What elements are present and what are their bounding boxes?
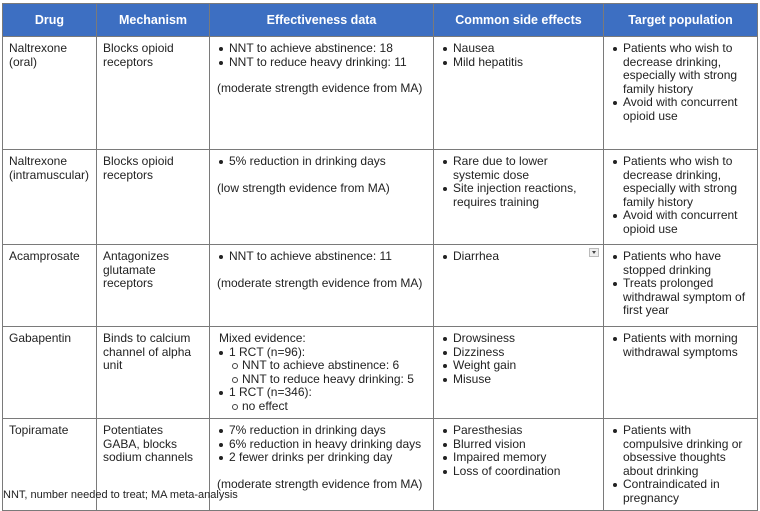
effectiveness-sublist [229, 359, 427, 386]
target-list [610, 332, 751, 359]
side-effect-item: Weight gain [453, 359, 597, 373]
drug-name-line: Naltrexone [9, 154, 68, 168]
cell-mechanism: Blocks opioid receptors [97, 150, 210, 245]
side-effects-list [440, 424, 597, 478]
effectiveness-subitem: no effect [242, 400, 427, 414]
evidence-note: (moderate strength evidence from MA) [217, 275, 423, 290]
drug-name-line: (oral) [9, 54, 38, 69]
cell-side-effects [434, 327, 604, 419]
effectiveness-item [229, 346, 427, 387]
side-effect-item: Diarrhea [453, 250, 597, 264]
target-item: Patients who wish to decrease drinking, especially with strong family history [623, 155, 751, 209]
side-effect-item: Loss of coordination [453, 465, 597, 479]
effectiveness-item [229, 386, 427, 413]
side-effects-list [440, 155, 597, 209]
side-effects-list [440, 42, 597, 69]
header-side-effects: Common side effects [434, 4, 604, 37]
side-effects-list [440, 250, 597, 264]
effectiveness-list [216, 346, 427, 414]
evidence-note: (low strength evidence from MA) [217, 180, 390, 195]
cell-side-effects [434, 419, 604, 511]
target-item: Avoid with concurrent opioid use [623, 96, 751, 123]
header-row [3, 4, 758, 37]
cell-effectiveness [210, 245, 434, 327]
cell-mechanism: Binds to calcium channel of alpha unit [97, 327, 210, 419]
cell-target-population [604, 419, 758, 511]
effectiveness-item: NNT to achieve abstinence: 11 [229, 250, 427, 264]
drug-name-line: Naltrexone [9, 41, 68, 55]
effectiveness-item: NNT to reduce heavy drinking: 11 [229, 56, 427, 70]
target-list [610, 250, 751, 318]
target-item: Treats prolonged withdrawal symptom of first year [623, 277, 751, 318]
header-target-population: Target population [604, 4, 758, 37]
side-effect-item: Blurred vision [453, 438, 597, 452]
side-effect-item: Misuse [453, 373, 597, 387]
target-item: Patients with compulsive drinking or obsessive thoughts about drinking [623, 424, 751, 478]
cell-drug [3, 150, 97, 245]
effectiveness-list [216, 424, 427, 465]
cell-mechanism: Blocks opioid receptors [97, 37, 210, 150]
side-effect-item: Nausea [453, 42, 597, 56]
cell-mechanism: Antagonizes glutamate receptors [97, 245, 210, 327]
drug-name-line: Acamprosate [9, 249, 80, 263]
effectiveness-lead: Mixed evidence: [219, 331, 306, 345]
evidence-note: (moderate strength evidence from MA) [217, 476, 423, 491]
cell-drug [3, 245, 97, 327]
effectiveness-group-label: 1 RCT (n=96): [229, 344, 306, 359]
effectiveness-item: 7% reduction in drinking days [229, 424, 427, 438]
effectiveness-group-label: 1 RCT (n=346): [229, 385, 312, 399]
cell-side-effects [434, 37, 604, 150]
side-effect-item: Dizziness [453, 346, 597, 360]
header-effectiveness: Effectiveness data [210, 4, 434, 37]
cell-target-population [604, 245, 758, 327]
header-drug: Drug [3, 4, 97, 37]
effectiveness-item: 2 fewer drinks per drinking day [229, 451, 427, 465]
side-effect-item: Impaired memory [453, 451, 597, 465]
side-effects-list [440, 332, 597, 386]
effectiveness-subitem: NNT to reduce heavy drinking: 5 [242, 373, 427, 387]
target-list [610, 424, 751, 505]
table-row [3, 327, 758, 419]
cell-side-effects [434, 245, 604, 327]
effectiveness-list [216, 250, 427, 264]
cell-drug [3, 37, 97, 150]
target-item: Patients who wish to decrease drinking, especially with strong family history [623, 42, 751, 96]
effectiveness-sublist [229, 400, 427, 414]
cell-effectiveness [210, 327, 434, 419]
drug-name-line: Gabapentin [9, 331, 72, 345]
table-row [3, 150, 758, 245]
effectiveness-subitem: NNT to achieve abstinence: 6 [242, 359, 427, 373]
target-item: Avoid with concurrent opioid use [623, 209, 751, 236]
table-row [3, 245, 758, 327]
drug-comparison-table [2, 3, 758, 511]
effectiveness-item: NNT to achieve abstinence: 18 [229, 42, 427, 56]
effectiveness-item: 5% reduction in drinking days [229, 155, 427, 169]
evidence-note: (moderate strength evidence from MA) [217, 81, 423, 95]
target-item: Patients who have stopped drinking [623, 250, 751, 277]
cell-effectiveness [210, 419, 434, 511]
cell-mechanism: Potentiates GABA, blocks sodium channels [97, 419, 210, 511]
dropdown-arrow-icon[interactable] [589, 248, 599, 257]
side-effect-item: Drowsiness [453, 332, 597, 346]
target-item: Contraindicated in pregnancy [623, 478, 751, 505]
target-list [610, 42, 751, 123]
drug-name-line: (intramuscular) [9, 167, 90, 182]
cell-effectiveness [210, 37, 434, 150]
effectiveness-list [216, 42, 427, 69]
effectiveness-list [216, 155, 427, 169]
side-effect-item: Site injection reactions, requires training [453, 182, 597, 209]
header-mechanism: Mechanism [97, 4, 210, 37]
cell-effectiveness [210, 150, 434, 245]
target-item: Patients with morning withdrawal symptoms [623, 332, 751, 359]
side-effect-item: Mild hepatitis [453, 56, 597, 70]
cell-target-population [604, 327, 758, 419]
drug-name-line: Topiramate [9, 423, 69, 437]
cell-side-effects [434, 150, 604, 245]
cell-drug [3, 327, 97, 419]
footnote: NNT, number needed to treat; MA meta-analysis [3, 489, 238, 501]
target-list [610, 155, 751, 236]
side-effect-item: Paresthesias [453, 424, 597, 438]
table-row [3, 37, 758, 150]
cell-target-population [604, 150, 758, 245]
cell-target-population [604, 37, 758, 150]
effectiveness-item: 6% reduction in heavy drinking days [229, 438, 427, 452]
side-effect-item: Rare due to lower systemic dose [453, 155, 597, 182]
